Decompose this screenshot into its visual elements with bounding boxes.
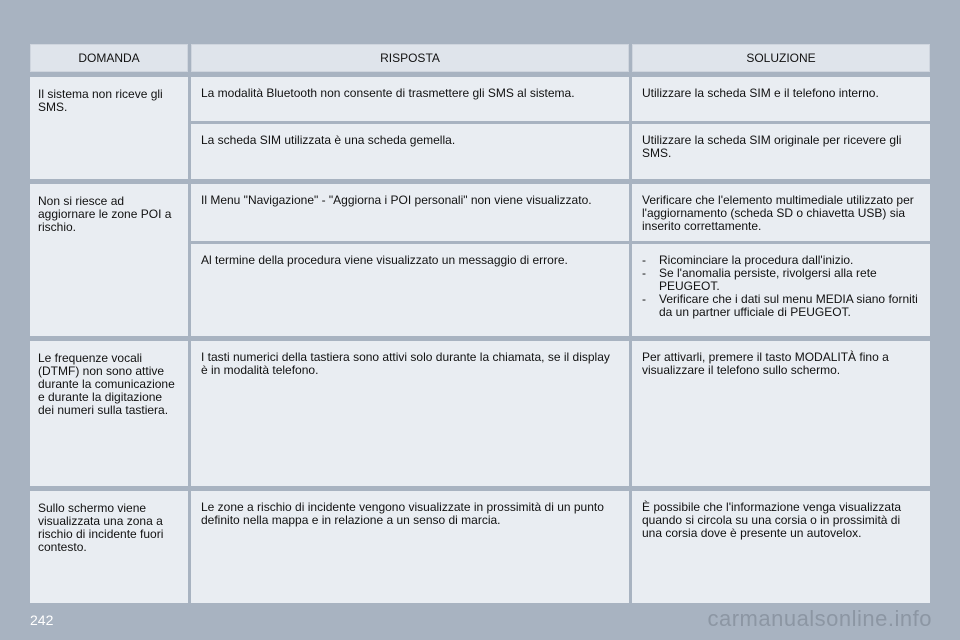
table-row [191,184,930,241]
solution-cell: Utilizzare la scheda SIM originale per ricevere gli SMS. [632,124,930,179]
list-item: - Ricominciare la procedura dall'inizio. [642,254,920,267]
table-row-group [30,341,930,486]
question-cell: Il sistema non riceve gli SMS. [30,77,188,179]
header-soluzione: SOLUZIONE [632,44,930,72]
table-row [191,491,930,603]
solution-cell: Verificare che l'elemento multimediale utilizzato per l'aggiornamento (scheda SD o chiavetta USB) sia inserito correttamente. [632,184,930,241]
table-row-group [30,491,930,603]
solution-list [642,254,920,319]
list-item: - Se l'anomalia persiste, rivolgersi alla rete PEUGEOT. [642,267,920,293]
solution-cell [632,244,930,336]
table-header [30,44,930,72]
question-cell: Sullo schermo viene visualizzata una zona a rischio di incidente fuori contesto. [30,491,188,603]
watermark: carmanualsonline.info [707,606,932,631]
answer-cell: La scheda SIM utilizzata è una scheda gemella. [191,124,629,179]
table-row-group [30,77,930,179]
answer-cell: La modalità Bluetooth non consente di trasmettere gli SMS al sistema. [191,77,629,121]
question-cell: Non si riesce ad aggiornare le zone POI a rischio. [30,184,188,336]
table-row [191,124,930,179]
page-number: 242 [30,612,54,628]
answer-cell: Al termine della procedura viene visualizzato un messaggio di errore. [191,244,629,336]
header-domanda: DOMANDA [30,44,188,72]
table-row [191,77,930,121]
answer-cell: I tasti numerici della tastiera sono attivi solo durante la chiamata, se il display è in modalità telefono. [191,341,629,486]
answer-cell: Il Menu "Navigazione" - "Aggiorna i POI personali" non viene visualizzato. [191,184,629,241]
answer-cell: Le zone a rischio di incidente vengono visualizzate in prossimità di un punto definito nella mappa e in relazione a un senso di marcia. [191,491,629,603]
table-row-group [30,184,930,336]
table-row [191,244,930,336]
solution-cell: Utilizzare la scheda SIM e il telefono interno. [632,77,930,121]
question-cell: Le frequenze vocali (DTMF) non sono attive durante la comunicazione e durante la digitazione dei numeri sulla tastiera. [30,341,188,486]
header-risposta: RISPOSTA [191,44,629,72]
list-item: - Verificare che i dati sul menu MEDIA siano forniti da un partner ufficiale di PEUGEOT. [642,293,920,319]
troubleshooting-table [30,44,930,603]
table-row [191,341,930,486]
solution-cell: È possibile che l'informazione venga visualizzata quando si circola su una corsia o in prossimità di una corsia dove è presente un autovelox. [632,491,930,603]
solution-cell: Per attivarli, premere il tasto MODALITÀ fino a visualizzare il telefono sullo schermo. [632,341,930,486]
